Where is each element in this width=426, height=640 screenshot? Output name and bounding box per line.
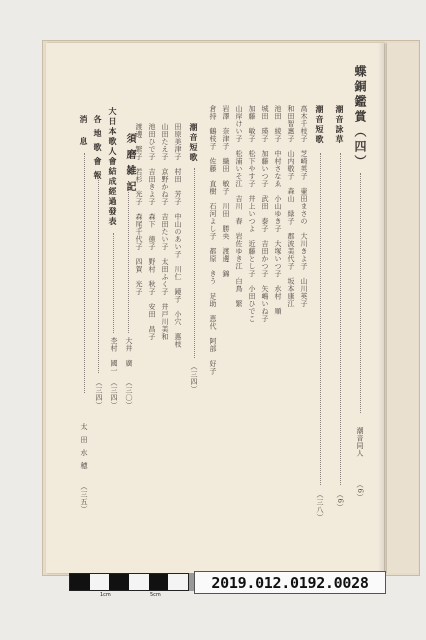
document-page: [46, 43, 384, 573]
main-author: 潮音同人: [356, 427, 364, 457]
section-heading: 潮音短歌: [189, 123, 199, 163]
scale-label-1cm: 1cm: [100, 592, 111, 598]
poet-column: 山田たえ子 京野かね子 吉田たい子 太田ふく子 井戸川美和: [161, 123, 169, 341]
section-page: （6）: [336, 491, 344, 511]
poet-column: 倉持 鶴枝子 佐藤 直樹 石河よし子 都原 きう 足助 恵代 阿部 好子: [209, 105, 217, 375]
poet-column: 田原美津子 村田 芳子 中山のあい子 川仁 鏡子 小穴 惠枝: [174, 123, 182, 348]
section-heading: 潮音詠草: [335, 105, 345, 145]
section-page: （三八）: [316, 491, 324, 521]
leader-dots: [84, 153, 85, 393]
main-page: （6）: [356, 481, 364, 501]
poet-column: 渡邊 繁子 若杉 光子 森尾千代子 四賀 光子: [135, 123, 143, 296]
section-page: （三四）: [190, 363, 198, 393]
poet-column: 高木千枝子 芝崎英子 壷田まさの 大川きよ子 山川英子: [300, 105, 308, 308]
section-heading: 消息: [79, 115, 89, 159]
leader-dots: [113, 233, 114, 333]
scale-label-5cm: 5cm: [150, 592, 161, 598]
poet-column: 岩澤 奈津子 織田 敏子 川田 勝央 渡邊 錦: [222, 105, 230, 278]
section-heading: 須磨雑記: [124, 133, 135, 197]
leader-dots: [320, 153, 321, 485]
main-title: 蝶銅鑑賞（四）: [353, 65, 367, 170]
section-heading: 潮音短歌: [315, 105, 325, 145]
section-author: 杢村 國一: [110, 337, 118, 375]
poet-column: 池田 綾子 中村さなゑ 小山ゆき子 大塚いつ子 水村 順: [274, 105, 282, 315]
poet-column: 和田智惠子 山内敬子 森山 緑子 郡波美代子 坂本康江: [287, 105, 295, 308]
leader-dots: [98, 178, 99, 373]
catalog-id-label: 2019.012.0192.0028: [194, 571, 386, 594]
section-author: 太田水穂: [80, 423, 88, 475]
section-heading: 各地歌會報: [93, 115, 103, 185]
section-page: （三五）: [80, 483, 88, 513]
poet-column: 山岸けい子 松浦いそ江 吉川 春 岩佐ゆき江 白鳥 繁: [235, 105, 243, 308]
poet-column: 池田ひで子 吉田きよ子 森下 徳子 野村 秋子 安田 昌子: [148, 123, 156, 341]
leader-dots: [360, 173, 361, 413]
leader-dots: [128, 183, 129, 333]
leader-dots: [340, 153, 341, 485]
section-page: （三四）: [110, 379, 118, 409]
scale-bar: [69, 573, 189, 591]
section-author: 大井 廣: [125, 337, 133, 367]
poet-column: 城田 瑛子 加藤いつ子 武田 泰子 吉田かつ子 矢嶋いね子: [261, 105, 269, 323]
section-page: （三〇）: [125, 379, 133, 409]
leader-dots: [194, 168, 195, 358]
section-heading: 大日本歌人會結成經過發表: [108, 107, 118, 227]
poet-column: 加藤 敏子 松下やす子 井上いつよ 近藤とし子 小田ひでこ: [248, 105, 256, 323]
section-page: （三四）: [95, 379, 103, 409]
adjacent-page-edge: [386, 43, 418, 573]
